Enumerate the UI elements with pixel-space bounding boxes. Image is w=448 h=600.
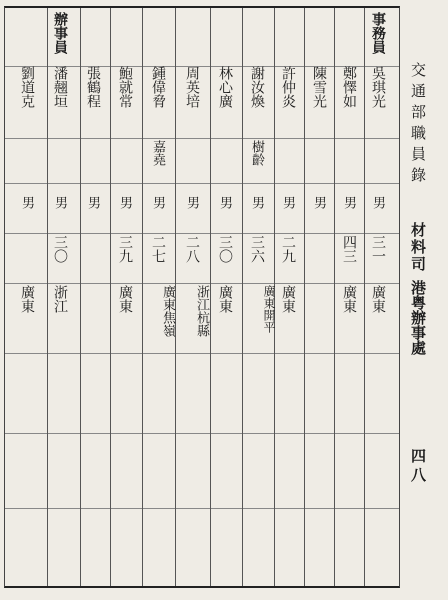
column-line [175, 8, 176, 586]
staff-gender: 男 [341, 196, 356, 209]
row-divider-blank1 [5, 433, 399, 434]
staff-title: 事務員 [370, 12, 386, 54]
staff-origin: 浙江 [52, 285, 68, 313]
column-line [80, 8, 81, 586]
staff-age: 三〇 [217, 235, 233, 263]
staff-origin: 廣東 [117, 285, 133, 313]
staff-gender: 男 [85, 196, 100, 209]
staff-name: 鄭懌如 [341, 66, 357, 108]
staff-origin: 廣東 [370, 285, 386, 313]
staff-name: 林心廣 [217, 66, 233, 108]
staff-name: 鮑就常 [117, 66, 133, 108]
staff-origin: 浙江杭縣 [194, 285, 209, 337]
staff-gender: 男 [280, 196, 295, 209]
staff-name: 吳琪光 [370, 66, 386, 108]
staff-name: 潘翹垣 [52, 66, 68, 108]
row-divider-gender [5, 233, 399, 234]
staff-gender: 男 [249, 196, 264, 209]
staff-age: 三〇 [52, 235, 68, 263]
staff-name: 鍾偉脅 [150, 66, 166, 108]
page-number: 四八 [409, 448, 427, 486]
staff-gender: 男 [311, 196, 326, 209]
staff-gender: 男 [19, 196, 34, 209]
staff-origin: 廣東 [341, 285, 357, 313]
staff-title: 辦事員 [52, 12, 68, 54]
staff-age: 三九 [117, 235, 133, 263]
row-divider-blank2 [5, 508, 399, 509]
staff-name: 謝汝煥 [249, 66, 265, 108]
staff-gender: 男 [184, 196, 199, 209]
book-title: 交通部職員錄 [409, 62, 427, 188]
staff-age: 三一 [370, 235, 386, 263]
staff-gender: 男 [150, 196, 165, 209]
staff-origin: 廣東 [280, 285, 296, 313]
staff-alias: 嘉堯 [150, 140, 165, 166]
column-line [110, 8, 111, 586]
column-line [142, 8, 143, 586]
staff-name: 周英培 [184, 66, 200, 108]
column-line [210, 8, 211, 586]
staff-age: 二八 [184, 235, 200, 263]
row-divider-origin [5, 353, 399, 354]
staff-name: 劉道克 [19, 66, 35, 108]
column-line [364, 8, 365, 586]
column-line [334, 8, 335, 586]
staff-origin: 廣東開平 [262, 285, 276, 333]
staff-name: 張鶴程 [85, 66, 101, 108]
row-divider-age [5, 283, 399, 284]
staff-origin: 廣東 [217, 285, 233, 313]
staff-gender: 男 [117, 196, 132, 209]
staff-gender: 男 [370, 196, 385, 209]
staff-origin: 廣東焦嶺 [160, 285, 175, 337]
row-divider-name [5, 138, 399, 139]
column-line [304, 8, 305, 586]
staff-gender: 男 [217, 196, 232, 209]
row-divider-alias [5, 183, 399, 184]
staff-gender: 男 [52, 196, 67, 209]
staff-age: 二九 [280, 235, 296, 263]
staff-name: 許仲炎 [280, 66, 296, 108]
department-name: 材料司 [409, 222, 427, 273]
column-line [47, 8, 48, 586]
staff-name: 陳雪光 [311, 66, 327, 108]
office-name: 港粤辦事處 [409, 280, 427, 355]
staff-age: 二七 [150, 235, 166, 263]
staff-alias: 樹齡 [249, 140, 264, 166]
column-line [242, 8, 243, 586]
staff-origin: 廣東 [19, 285, 35, 313]
staff-age: 四三 [341, 235, 357, 263]
staff-age: 三六 [249, 235, 265, 263]
